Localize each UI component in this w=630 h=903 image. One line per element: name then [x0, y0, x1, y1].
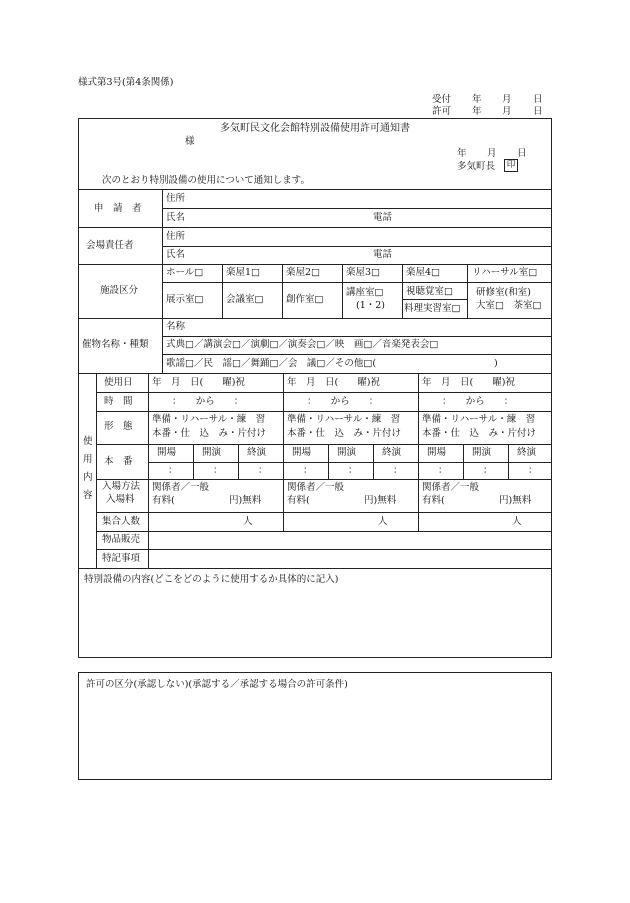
- usage-time-label: 時 間: [104, 396, 133, 407]
- facility-cooking[interactable]: 料理実習室□: [404, 303, 461, 314]
- col1-entry-2b: 円)無料: [229, 495, 262, 506]
- manager-label: 会場責任者: [86, 240, 134, 251]
- manager-name-label: 氏名: [166, 249, 186, 260]
- permit-year: 年: [472, 106, 482, 117]
- col2-colon-3: ：: [393, 465, 403, 476]
- facility-training: 研修室(和室): [476, 287, 531, 298]
- seal-mark: 印: [504, 159, 518, 172]
- date-day: 日: [517, 148, 527, 159]
- usage-form-label: 形 態: [104, 421, 133, 432]
- col1-colon-3: ：: [258, 465, 268, 476]
- col3-colon-3: ：: [528, 465, 538, 476]
- facility-dressing-3[interactable]: 楽屋3□: [346, 267, 381, 278]
- receipt-label: 受付: [432, 94, 452, 105]
- col2-entry-2b: 円)無料: [364, 495, 397, 506]
- usage-date-label: 使用日: [104, 377, 133, 388]
- facility-lecture-rooms: (1・2): [356, 300, 386, 311]
- col2-people-unit: 人: [378, 516, 388, 527]
- col3-entry-1[interactable]: 関係者／一般: [422, 482, 480, 493]
- usage-entry-label: 入場方法: [102, 481, 141, 492]
- facility-creative[interactable]: 創作室□: [286, 294, 324, 305]
- facility-dressing-4[interactable]: 楽屋4□: [406, 267, 441, 278]
- receipt-day: 日: [533, 94, 543, 105]
- facility-lecture[interactable]: 講座室□: [346, 287, 384, 298]
- col2-colon-1: ：: [303, 465, 313, 476]
- col1-date: 年 月 日( 曜)祝: [152, 377, 245, 388]
- applicant-label: 申 請 者: [94, 203, 142, 214]
- col1-entry-2a: 有料(: [152, 495, 175, 506]
- col3-people-unit: 人: [512, 516, 522, 527]
- manager-phone-label: 電話: [373, 249, 393, 260]
- col2-form-2[interactable]: 本番・仕 込 み・片付け: [287, 428, 402, 439]
- intro-text: 次のとおり特別設備の使用について通知します。: [102, 175, 311, 186]
- applicant-name-label: 氏名: [166, 212, 186, 223]
- col1-colon-2: ：: [213, 465, 223, 476]
- special-content-label: 特別設備の内容(どこをどのように使用するか具体的に記入): [84, 574, 339, 585]
- col3-entry-2b: 円)無料: [499, 495, 532, 506]
- usage-side-2: 用: [83, 454, 93, 465]
- date-month: 月: [487, 148, 497, 159]
- usage-people-label: 集合人数: [102, 516, 141, 527]
- event-name-label: 名称: [166, 321, 186, 332]
- col3-colon-1: ：: [438, 465, 448, 476]
- usage-sales-label: 物品販売: [102, 534, 141, 545]
- usage-side-4: 容: [83, 490, 93, 501]
- col2-time: ： から ：: [307, 396, 379, 407]
- col1-time: ： から ：: [172, 396, 244, 407]
- permit-label: 許可: [432, 106, 452, 117]
- col3-end: 終演: [517, 447, 537, 458]
- receipt-year: 年: [472, 94, 482, 105]
- applicant-address-label: 住所: [166, 193, 186, 204]
- facility-dressing-1[interactable]: 楽屋1□: [226, 267, 261, 278]
- applicant-phone-label: 電話: [373, 212, 393, 223]
- usage-show-label: 本 番: [104, 456, 133, 467]
- usage-fee-label: 入場料: [106, 494, 135, 505]
- permit-month: 月: [502, 106, 512, 117]
- col3-form-1[interactable]: 準備・リハーサル・練 習: [422, 414, 536, 425]
- col1-colon-1: ：: [168, 465, 178, 476]
- usage-side-3: 内: [83, 472, 93, 483]
- col1-entry-1[interactable]: 関係者／一般: [152, 482, 210, 493]
- col3-open: 開場: [427, 447, 447, 458]
- facility-training-rooms[interactable]: 大室□ 茶室□: [476, 300, 542, 311]
- col3-start: 開演: [472, 447, 492, 458]
- date-year: 年: [457, 148, 467, 159]
- permit-day: 日: [533, 106, 543, 117]
- col2-entry-1[interactable]: 関係者／一般: [287, 482, 345, 493]
- col3-time: ： から ：: [442, 396, 514, 407]
- addressee: 様: [185, 136, 195, 147]
- usage-side-1: 使: [83, 436, 93, 447]
- col3-date: 年 月 日( 曜)祝: [422, 377, 515, 388]
- facility-meeting[interactable]: 会議室□: [226, 294, 264, 305]
- event-kinds-2[interactable]: 歌謡□／民 謡□／舞踊□／会 議□／その他□(: [166, 358, 377, 369]
- event-kinds-1[interactable]: 式典□／講演会□／演劇□／演奏会□／映 画□／音楽発表会□: [166, 339, 439, 350]
- form-number: 様式第3号(第4条関係): [78, 77, 174, 88]
- col1-people-unit: 人: [243, 516, 253, 527]
- mayor-label: 多気町長: [457, 161, 496, 172]
- col1-form-2[interactable]: 本番・仕 込 み・片付け: [152, 428, 267, 439]
- receipt-month: 月: [502, 94, 512, 105]
- facility-audiovisual[interactable]: 視聴覚室□: [406, 286, 453, 297]
- facility-hall[interactable]: ホール□: [166, 267, 204, 278]
- facility-dressing-2[interactable]: 楽屋2□: [286, 267, 321, 278]
- col2-start: 開演: [337, 447, 357, 458]
- usage-notes-label: 特記事項: [102, 553, 141, 564]
- col3-colon-2: ：: [483, 465, 493, 476]
- col2-entry-2a: 有料(: [287, 495, 310, 506]
- col2-colon-2: ：: [348, 465, 358, 476]
- event-kinds-close: ): [494, 358, 498, 369]
- facility-rehearsal[interactable]: リハーサル室□: [472, 267, 538, 278]
- manager-address-label: 住所: [166, 231, 186, 242]
- facility-exhibition[interactable]: 展示室□: [166, 294, 204, 305]
- special-content-area[interactable]: [79, 590, 551, 656]
- col3-form-2[interactable]: 本番・仕 込 み・片付け: [422, 428, 537, 439]
- event-label: 催物名称・種類: [82, 339, 149, 350]
- col1-start: 開演: [202, 447, 222, 458]
- permission-label: 許可の区分(承認しない)(承認する／承認する場合の許可条件): [86, 679, 348, 690]
- col1-end: 終演: [247, 447, 267, 458]
- col1-open: 開場: [157, 447, 177, 458]
- col2-date: 年 月 日( 曜)祝: [287, 377, 380, 388]
- col2-form-1[interactable]: 準備・リハーサル・練 習: [287, 414, 401, 425]
- facility-label: 施設区分: [100, 285, 139, 296]
- col2-end: 終演: [382, 447, 402, 458]
- page-title: 多気町民文化会館特別設備使用許可通知書: [220, 123, 410, 134]
- col3-entry-2a: 有料(: [422, 495, 445, 506]
- col2-open: 開場: [292, 447, 312, 458]
- col1-form-1[interactable]: 準備・リハーサル・練 習: [152, 414, 266, 425]
